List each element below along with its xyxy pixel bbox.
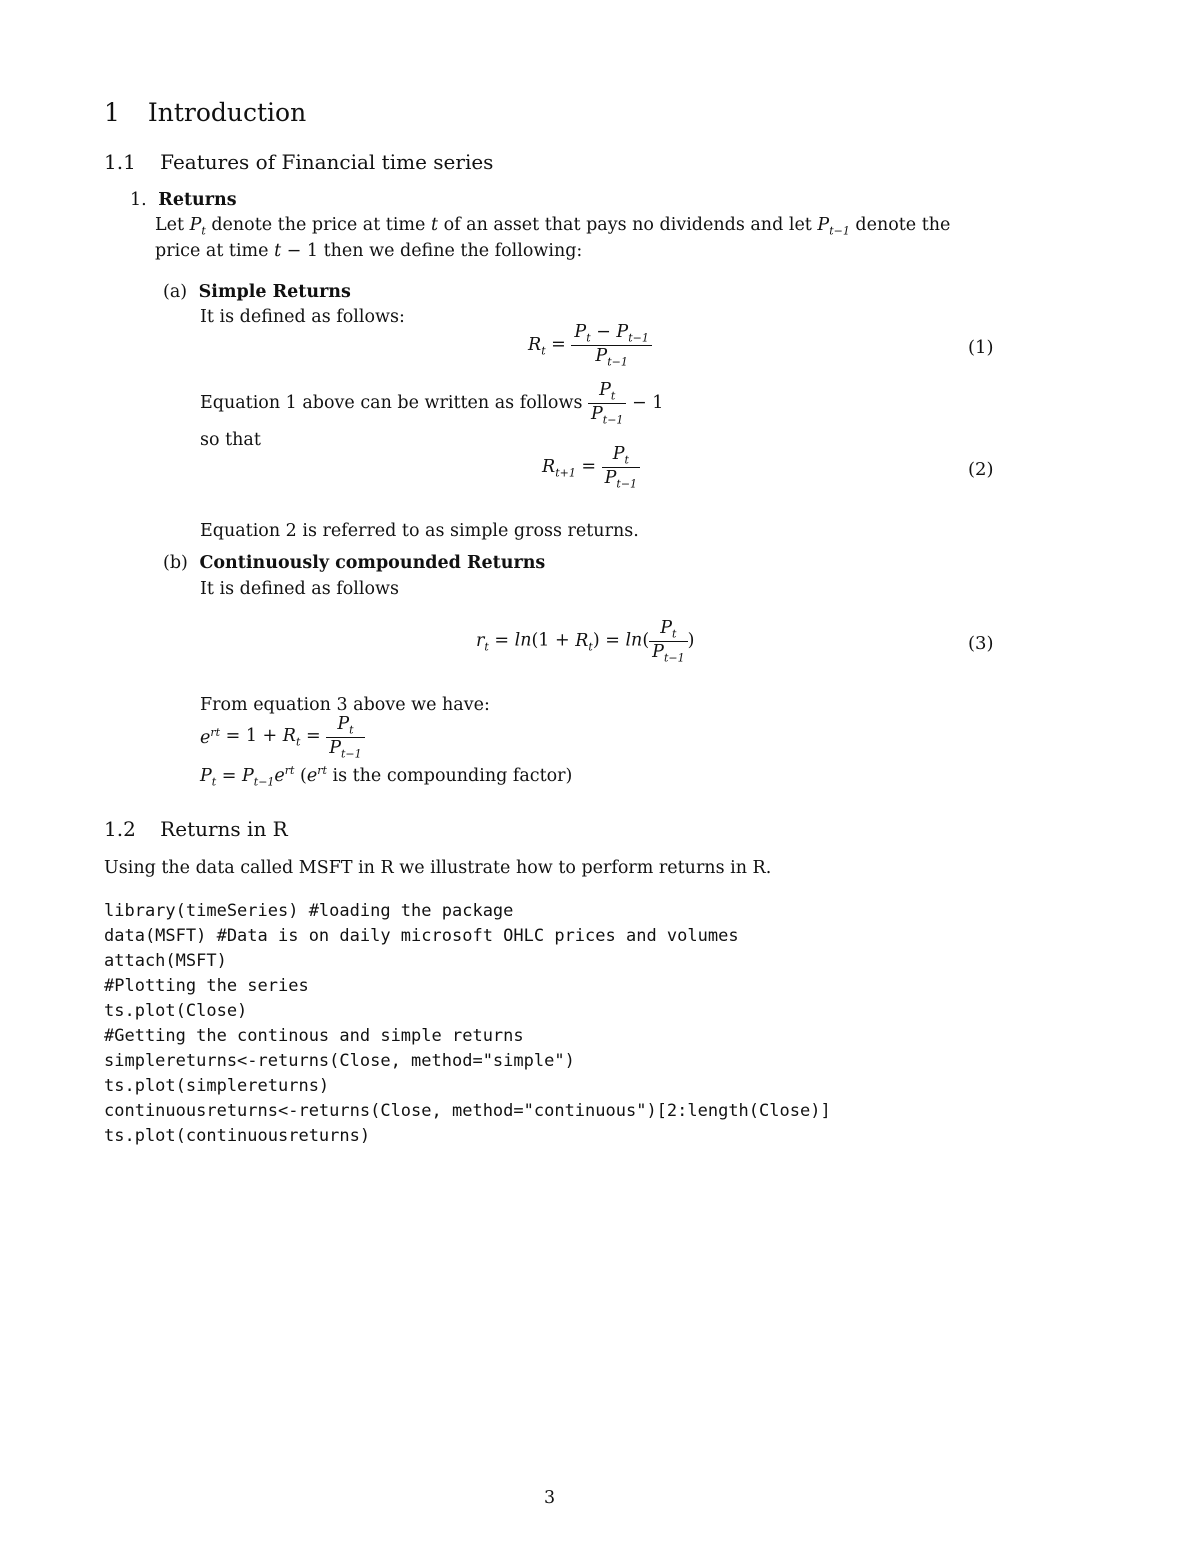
list-title: Returns bbox=[158, 190, 237, 210]
code-line: continuousreturns<-returns(Close, method="continuous")[2:length(Close)] bbox=[104, 1101, 831, 1121]
subsection-heading-1-1 bbox=[104, 150, 493, 174]
math-pt-1: $P_{t-1}$ bbox=[817, 215, 850, 238]
fraction: $\frac{P_t}{P_{t-1}}$ bbox=[588, 380, 626, 426]
code-line: #Getting the continous and simple returns bbox=[104, 1026, 524, 1046]
fraction: $\frac{P_t - P_{t-1}}{P_{t-1}}$ bbox=[571, 322, 651, 368]
list-label: 1. bbox=[130, 190, 147, 210]
so-that-text: so that bbox=[200, 430, 261, 450]
subsection-title: Returns in R bbox=[160, 817, 288, 841]
subsection-number: 1.2 bbox=[104, 817, 136, 841]
fraction: $\frac{P_t}{P_{t-1}}$ bbox=[649, 618, 687, 664]
section-number: 1 bbox=[104, 98, 120, 127]
code-line: #Plotting the series bbox=[104, 976, 309, 996]
compounding-line: $P_t = P_{t-1}e^{rt}$ ($e^{rt}$ is the compounding factor) bbox=[200, 764, 573, 789]
equation-2: $R_{t+1}$ = $\frac{P_t}{P_{t-1}}$ bbox=[542, 444, 640, 490]
r-intro-text: Using the data called MSFT in R we illustrate how to perform returns in R. bbox=[104, 858, 772, 878]
code-block bbox=[104, 899, 831, 1149]
equation-1: $R_t$ = $\frac{P_t - P_{t-1}}{P_{t-1}}$ bbox=[528, 322, 652, 368]
list-item-returns bbox=[130, 190, 237, 210]
page-number: 3 bbox=[544, 1488, 556, 1508]
equation-3: $r_t = \ln(1 + R_t) = \ln$( $\frac{P_t}{P_{t-1}}$ ) bbox=[476, 618, 695, 664]
eq2-text: Equation 2 is referred to as simple gross returns. bbox=[200, 521, 639, 541]
code-line: simplereturns<-returns(Close, method="simple") bbox=[104, 1051, 575, 1071]
exp-equation: $e^{rt} = 1 + R_t$ = $\frac{P_t}{P_{t-1}}$ bbox=[200, 714, 365, 760]
fraction: $\frac{P_t}{P_{t-1}}$ bbox=[602, 444, 640, 490]
code-line: attach(MSFT) bbox=[104, 951, 227, 971]
intro-line-2: price at time t − 1 then we define the following: bbox=[155, 241, 583, 261]
sub-label: (b) bbox=[163, 553, 188, 573]
math-t: t bbox=[430, 215, 438, 235]
subsection-title: Features of Financial time series bbox=[160, 150, 494, 174]
intro-line-1: Let $P_t$ denote the price at time t of an asset that pays no dividends and let $P_{t-1}$ denote the bbox=[155, 215, 951, 238]
equation-number-3: (3) bbox=[968, 633, 994, 654]
code-line: data(MSFT) #Data is on daily microsoft OHLC prices and volumes bbox=[104, 926, 739, 946]
sub-title: Continuously compounded Returns bbox=[199, 553, 546, 573]
math-t-minus-1: t bbox=[274, 241, 282, 261]
section-heading-1 bbox=[104, 98, 306, 127]
section-title: Introduction bbox=[147, 98, 307, 127]
fraction: $\frac{P_t}{P_{t-1}}$ bbox=[326, 714, 364, 760]
equation-number-2: (2) bbox=[968, 459, 994, 480]
code-line: library(timeSeries) #loading the package bbox=[104, 901, 514, 921]
defined-text-a: It is defined as follows: bbox=[200, 307, 405, 327]
subsection-number: 1.1 bbox=[104, 150, 136, 174]
sub-title: Simple Returns bbox=[198, 282, 351, 302]
math-pt: $P_t$ bbox=[189, 215, 206, 238]
sub-item-simple-returns bbox=[163, 282, 351, 302]
code-line: ts.plot(simplereturns) bbox=[104, 1076, 330, 1096]
defined-text-b: It is defined as follows bbox=[200, 579, 399, 599]
eq1-rewrite: Equation 1 above can be written as follows $\frac{P_t}{P_{t-1}}$ − 1 bbox=[200, 380, 664, 426]
code-line: ts.plot(Close) bbox=[104, 1001, 248, 1021]
from-eq3-text: From equation 3 above we have: bbox=[200, 695, 490, 715]
sub-label: (a) bbox=[163, 282, 188, 302]
sub-item-continuous-returns bbox=[163, 553, 545, 573]
code-line: ts.plot(continuousreturns) bbox=[104, 1126, 371, 1146]
subsection-heading-1-2 bbox=[104, 817, 288, 841]
equation-number-1: (1) bbox=[968, 337, 994, 358]
